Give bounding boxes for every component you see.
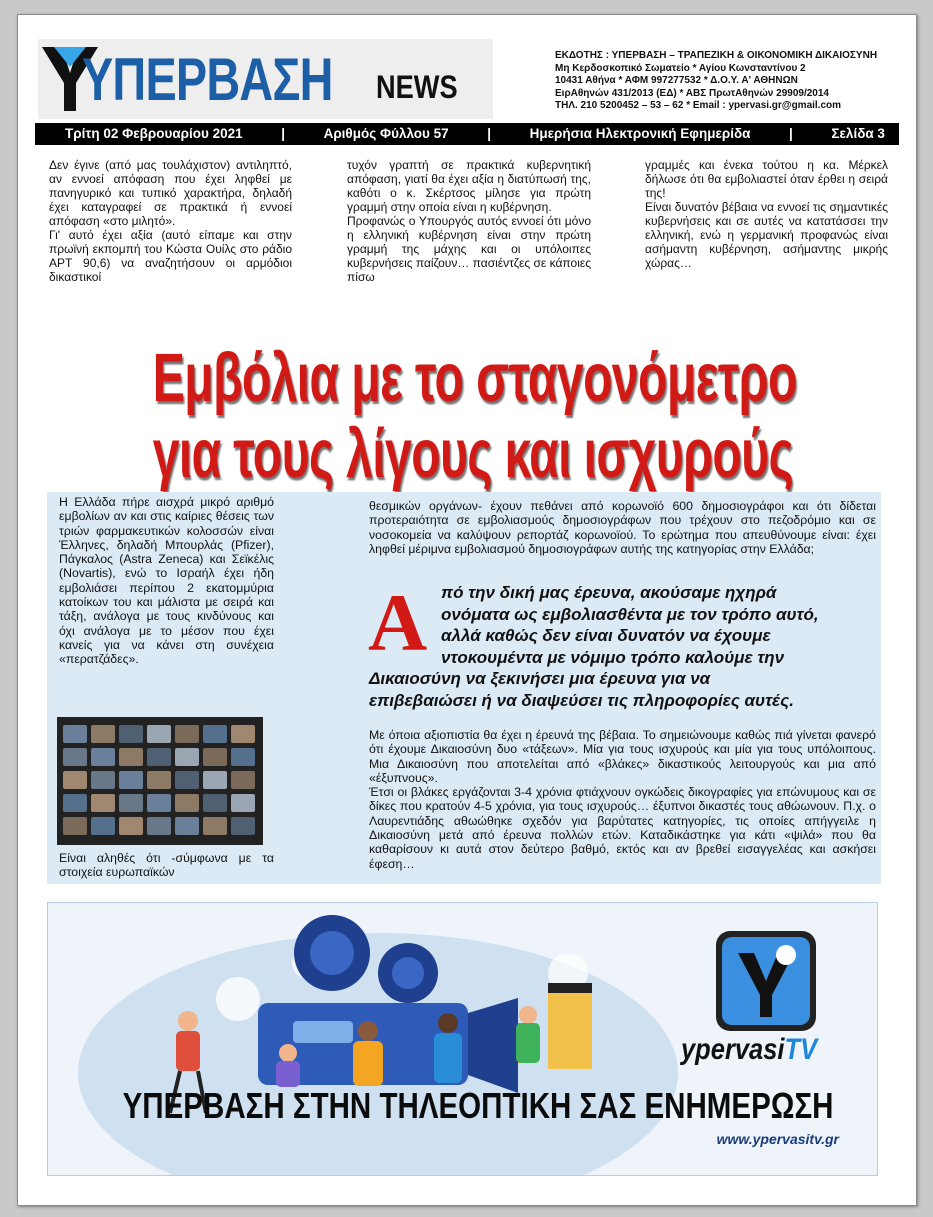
video-conference-photo <box>57 717 263 845</box>
video-tile <box>91 748 115 766</box>
video-tile <box>147 794 171 812</box>
quote-line: επιβεβαιώσει ή να διαψεύσει τις πληροφορίες αυτές. <box>369 690 794 710</box>
paragraph: Με όποια αξιοπιστία θα έχει η έρευνά της βέβαια. Το σημειώνουμε καθώς πιά γίνεται φανερό ότι έχουμε Δικαιοσύνη δυο «τάξεων». Μία για τους ισχυρούς και μία για τους υπόλοιπους. Μια Δικαιοσύνη που αποτελείται από «βλάκες» δικαστικούς λειτουργούς και μια από «έξυπνους». <box>369 728 876 785</box>
video-tile <box>175 725 199 743</box>
video-tile <box>63 794 87 812</box>
article-right-intro <box>369 499 876 556</box>
video-tile <box>231 725 255 743</box>
video-tile <box>231 771 255 789</box>
video-tile <box>203 794 227 812</box>
quote-line: ονόματα ως εμβολιασθέντα με τον τρόπο αυτό, <box>441 604 819 624</box>
video-tile <box>119 817 143 835</box>
publisher-line: Μη Κερδοσκοπικό Σωματείο * Αγίου Κωνσταντίνου 2 <box>555 62 806 74</box>
publisher-line: ΤΗΛ. 210 5200452 – 53 – 62 * Email : ypervasi.gr@gmail.com <box>555 100 842 111</box>
bar-separator: | <box>789 126 793 141</box>
video-tile <box>203 817 227 835</box>
issue-type: Ημερήσια Ηλεκτρονική Εφημερίδα <box>529 126 751 141</box>
video-tile <box>119 794 143 812</box>
ypervasi-tv-label <box>681 1033 817 1067</box>
paragraph: θεσμικών οργάνων- έχουν πεθάνει από κορωνοϊό 600 δημοσιογράφοι και ότι δίδεται προτεραιότητα σε εμβολιασμούς δημοσιογράφων που τρέχουν στο πεζοδρόμιο και σε νοσοκομεία να καλύψουν ρεπορτάζ κορωνοϊού. Το ερώτημα που απευθύνουμε είναι: έχει ληφθεί μέριμνα εμβολιασμού δημοσιογράφων αυτής της κατηγορίας στην Ελλάδα; <box>369 499 876 556</box>
brand-name: ypervasi <box>681 1033 785 1066</box>
video-tile <box>175 817 199 835</box>
video-tile <box>147 725 171 743</box>
video-tile <box>91 794 115 812</box>
pull-quote-bottom <box>369 668 879 711</box>
video-tile <box>231 817 255 835</box>
brand-tv: TV <box>784 1033 818 1066</box>
publisher-line: ΕΚΔΟΤΗΣ : ΥΠΕΡΒΑΣΗ – ΤΡΑΠΕΖΙΚΗ & ΟΙΚΟΝΟΜΙΚΗ ΔΙΚΑΙΟΣΥΝΗ <box>555 50 878 61</box>
video-tile <box>147 771 171 789</box>
paragraph: Είναι δυνατόν βέβαια να εννοεί τις σημαντικές κυβερνήσεις και σε αυτές να κατατάσσει την ελληνική, ενώ η γερμανική προφανώς είναι ασήμαντη κυβέρνηση, ασήμαντης μικρής χώρας… <box>645 200 888 270</box>
paragraph: Η Ελλάδα πήρε αισχρά μικρό αριθμό εμβολίων αν και στις καίριες θέσεις των τριών φαρμακευτικών κολοσσών είναι Έλληνες, δηλαδή Μπουρλάς (Pfizer), Πάγκαλος (Astra Zeneca) και Σεϊκέλις (Novartis), ενώ το Ισραήλ έχει ήδη εμβολιάσει περίπου 2 εκατομμύρια κατοίκων του και μάλιστα με σειρά και τάξη, ανάλογα με τους κινδύνους και όχι ανάλογα με το μέσον που έχει κανείς για να κάνει στη συνέχεια «περατζάδες». <box>59 495 274 667</box>
video-tile <box>203 748 227 766</box>
top-column-1 <box>49 158 292 284</box>
drop-cap: Α <box>368 577 428 668</box>
issue-number: Αριθμός Φύλλου 57 <box>323 126 449 141</box>
article-left-column <box>59 495 274 667</box>
quote-line: αλλά καθώς δεν είναι δυνατόν να έχουμε <box>441 626 771 645</box>
video-tile <box>231 794 255 812</box>
quote-line: Δικαιοσύνη να ξεκινήσει μια έρευνα για να <box>369 669 711 688</box>
top-column-2 <box>347 158 591 284</box>
issue-date: Τρίτη 02 Φεβρουαρίου 2021 <box>65 126 243 141</box>
paragraph: τυχόν γραπτή σε πρακτικά κυβερνητική απόφαση, γιατί θα έχει αξία η διατύπωσή της, καθότι ο κ. Σκέρτσος μίλησε για πρώτη γραμμή στην οποία είναι η κυβέρνηση. <box>347 158 591 214</box>
publisher-line: ΕιρΑθηνών 431/2013 (ΕΔ) * ΑΒΣ ΠρωτΑθηνών 29909/2014 <box>555 87 829 99</box>
paragraph: Δεν έγινε (από μας τουλάχιστον) αντιληπτό, αν εννοεί απόφαση που έχει ληφθεί με πανηγυρικό και τυπικό χαρακτήρα, δηλαδή έχει καταγραφεί σε πρακτικά ή εννοεί απόφαση «στο μιλητό». <box>49 158 292 228</box>
video-tile <box>203 771 227 789</box>
video-tile <box>119 771 143 789</box>
tv-advertisement[interactable] <box>47 902 878 1176</box>
video-tile <box>63 725 87 743</box>
video-tile <box>119 748 143 766</box>
paragraph: Είναι αληθές ότι -σύμφωνα με τα στοιχεία ευρωπαϊκών <box>59 851 274 880</box>
pull-quote-top <box>441 582 881 668</box>
newspaper-page <box>17 14 917 1206</box>
logo-news: NEWS <box>376 69 458 105</box>
bar-separator: | <box>281 126 285 141</box>
page-number: Σελίδα 3 <box>831 126 885 141</box>
headline-line-2: για τους λίγους και ισχυρούς <box>152 415 794 492</box>
video-tile <box>231 748 255 766</box>
video-tile <box>63 817 87 835</box>
paragraph: γραμμές και ένεκα τούτου η κα. Μέρκελ δήλωσε ότι θα εμβολιαστεί όταν έρθει η σειρά της! <box>645 158 888 200</box>
video-tile <box>63 748 87 766</box>
bar-separator: | <box>487 126 492 141</box>
video-tile <box>91 771 115 789</box>
video-tile <box>203 725 227 743</box>
video-tile <box>175 748 199 766</box>
paragraph: Γι' αυτό έχει αξία (αυτό είπαμε και στην πρωϊνή εκπομπή του Κώστα Ουίλς στο ράδιο ΑΡΤ 90,6) να αναζητήσουν οι αρμόδιοι δικαστικοί <box>49 228 292 284</box>
ad-url-link[interactable]: www.ypervasitv.gr <box>716 1131 839 1147</box>
ad-headline: ΥΠΕΡΒΑΣΗ ΣΤΗΝ ΤΗΛΕΟΠΤΙΚΗ ΣΑΣ ΕΝΗΜΕΡΩΣΗ <box>122 1085 834 1126</box>
video-tile <box>91 817 115 835</box>
video-tile <box>147 748 171 766</box>
top-column-3 <box>645 158 888 270</box>
video-tile <box>175 771 199 789</box>
publisher-line: 10431 Αθήνα * ΑΦΜ 997277532 * Δ.Ο.Υ. Α' ΑΘΗΝΩΝ <box>555 75 798 86</box>
paragraph: Έτσι οι βλάκες εργάζονται 3-4 χρόνια φτιάχνουν ογκώδεις δικογραφίες για επώνυμους και σε δίκες που κρατούν 4-5 χρόνια, για τους ισχυρούς… έξυπνοι δικαστές τους αθώωνουν. Π.χ. ο Λαυρεντιάδης αθωώθηκε σχεδόν για βαρύτατες κατηγορίες, τις οποίες απήγγειλε η Δικαιοσύνη μετά από έρευνα πολλών ετών. Καταδικάστηκε για κάτι «ψιλά» που θα καθαρίσουν κι αυτά στον δεύτερο βαθμό, εκτός και αν βρεθεί εισαγγελέας και ασκήσει έφεση… <box>369 785 876 871</box>
video-tile <box>63 771 87 789</box>
headline-line-1: Εμβόλια με το σταγονόμετρο <box>152 339 797 416</box>
quote-line: πό την δική μας έρευνα, ακούσαμε ηχηρά <box>441 583 777 602</box>
logo-text: ΥΠΕΡΒΑΣΗ <box>82 46 333 113</box>
publisher-info <box>555 50 905 113</box>
quote-line: ντοκουμέντα με νόμιμο τρόπο καλούμε την <box>441 647 785 667</box>
article-right-body <box>369 728 876 871</box>
paragraph: Προφανώς ο Υπουργός αυτός εννοεί ότι μόνο η ελληνική κυβέρνηση είναι στην πρώτη γραμμή της μάχης και οι υπόλοιπες κυβερνήσεις παίζουν… πασιέντζες σε κάποιες πίσω <box>347 214 591 284</box>
video-tile <box>91 725 115 743</box>
video-tile <box>119 725 143 743</box>
photo-caption-text <box>59 851 274 880</box>
issue-bar <box>35 123 899 145</box>
video-tile <box>175 794 199 812</box>
video-tile <box>147 817 171 835</box>
